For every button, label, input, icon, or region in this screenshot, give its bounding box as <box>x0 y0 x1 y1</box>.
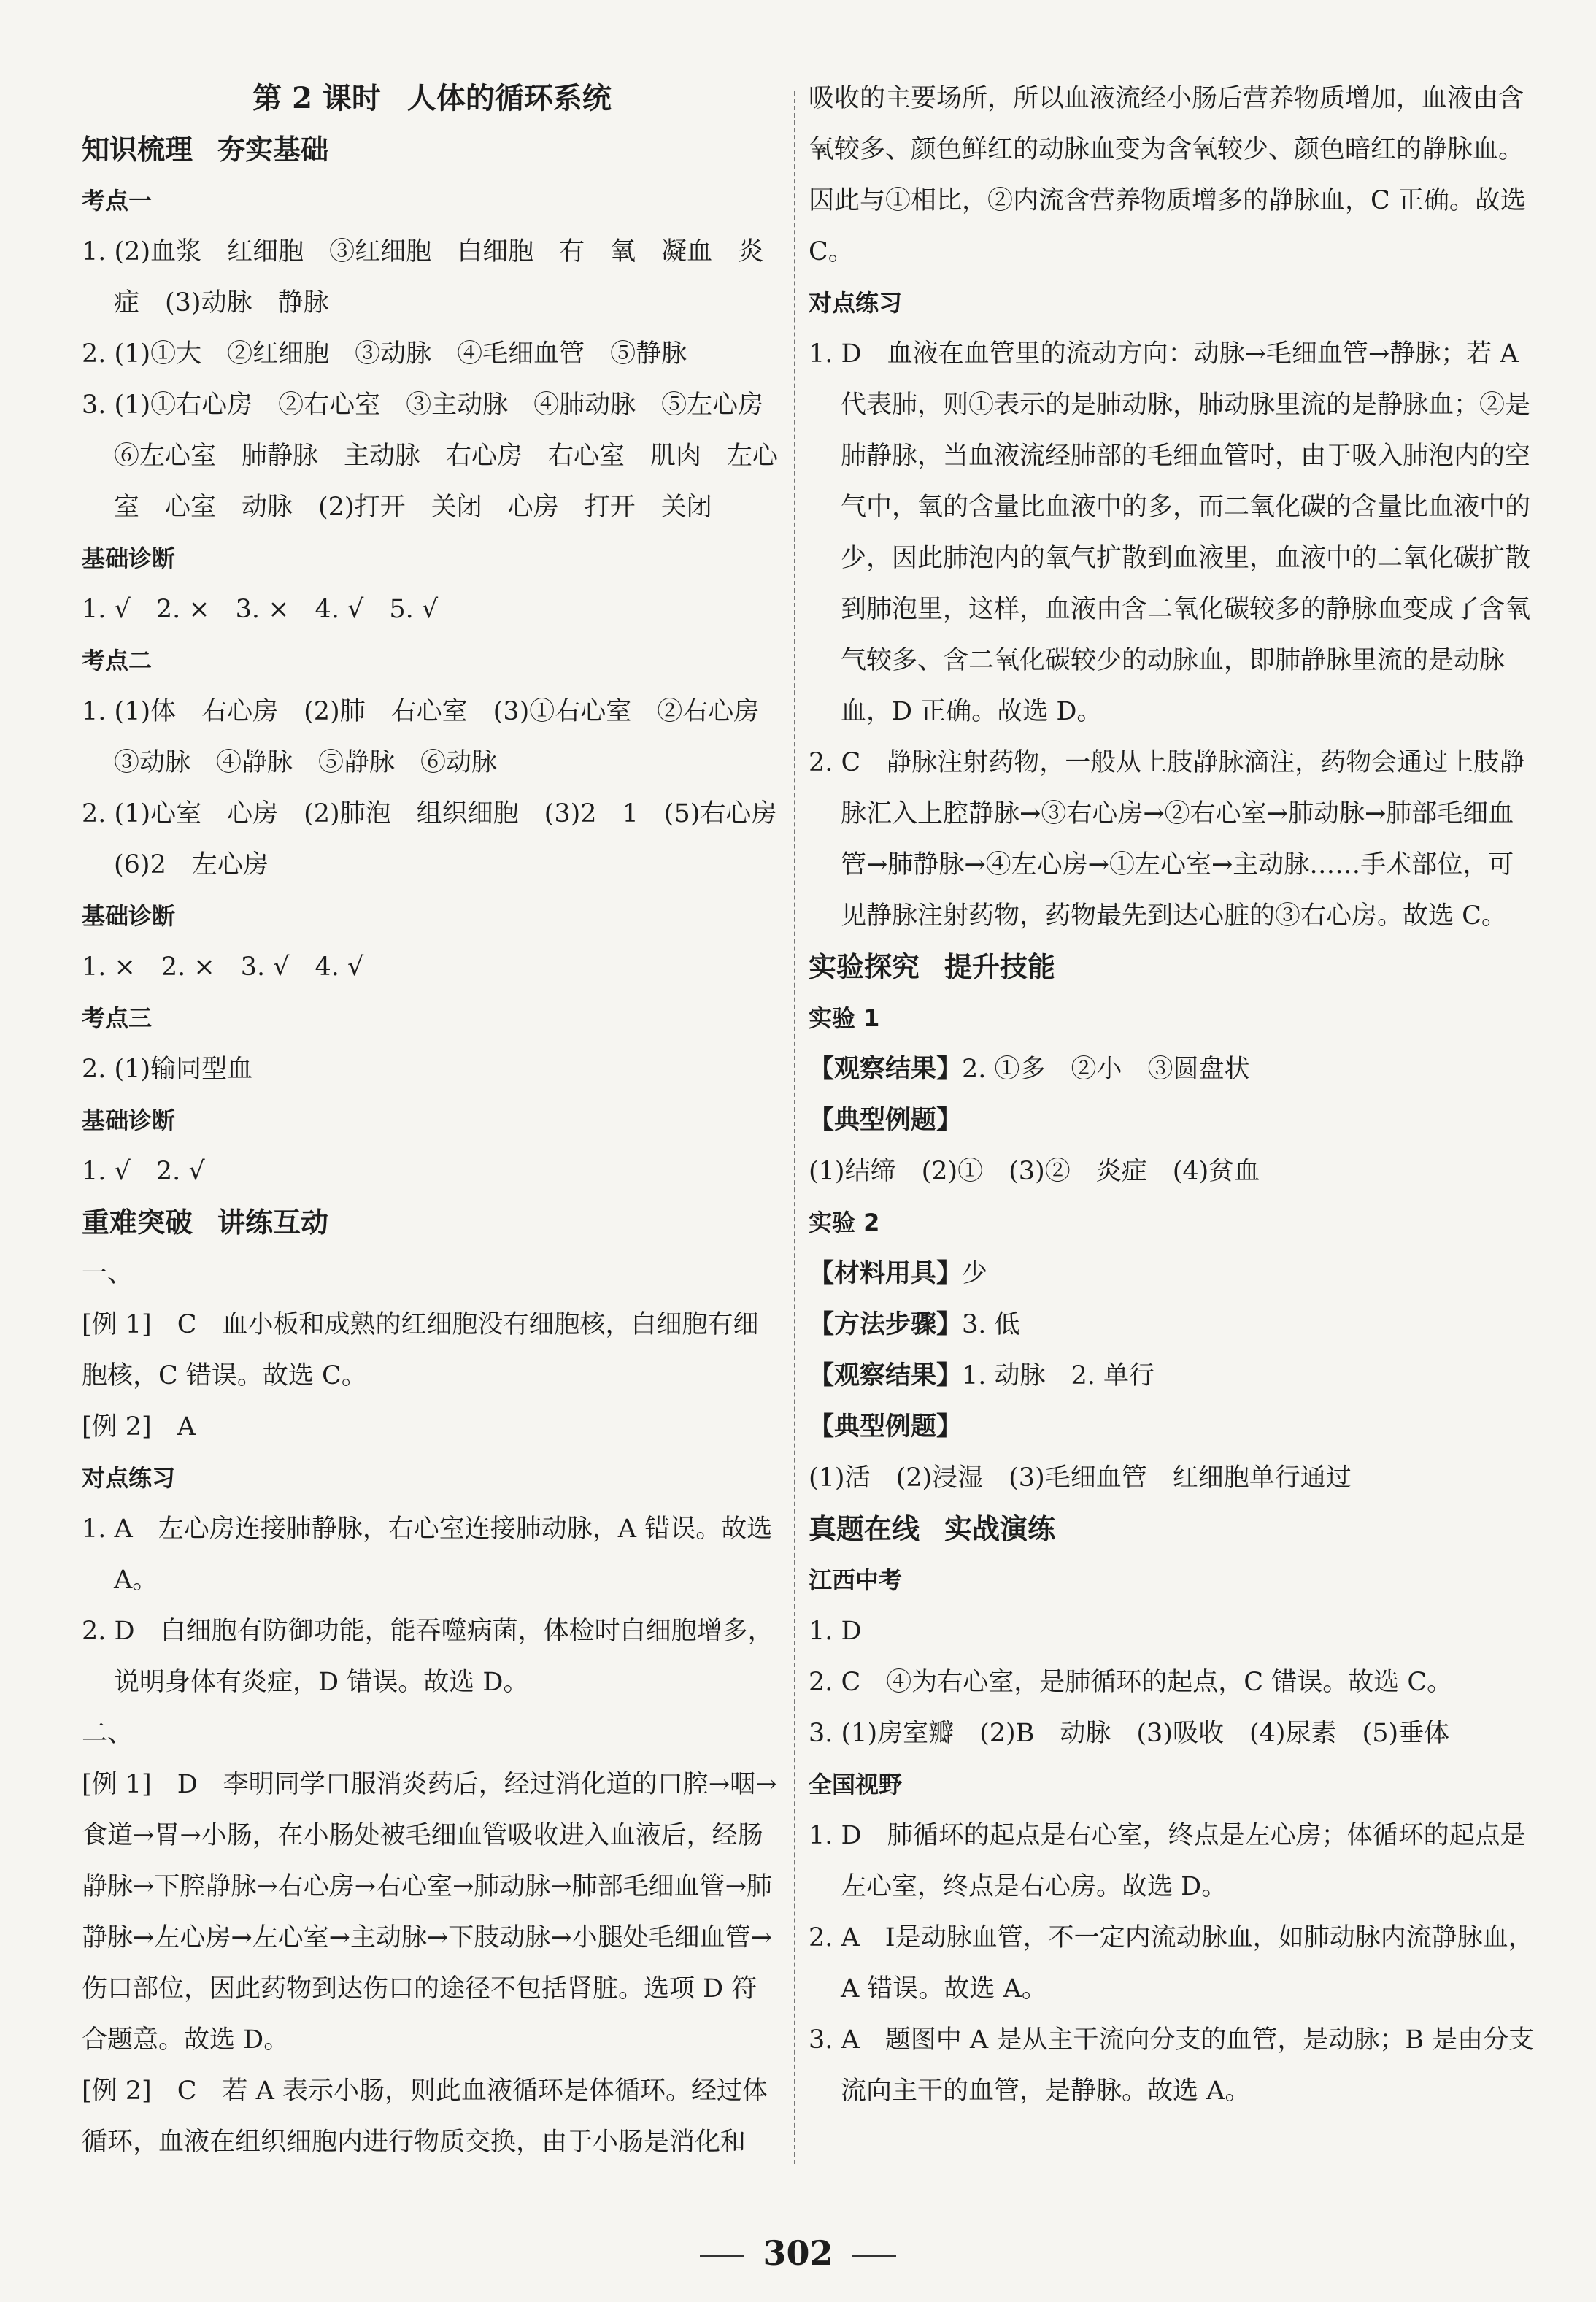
subheading: 实验 1 <box>809 1004 880 1032</box>
answer-item: 【方法步骤】3. 低 <box>809 1310 1020 1339</box>
answer-item: 1. D 血液在血管里的流动方向：动脉→毛细血管→静脉；若 A 代表肺，则①表示的是肺动脉，肺动脉里流的是静脉血；②是肺静脉，当血液流经肺部的毛细血管时，由于吸入肺泡内的空气中，氧的含量比血液中的多，而二氧化碳的含量比血液中的少，因此肺泡内的氧气扩散到血液里，血液中的二氧化碳扩散到肺泡里，这样，血液由含二氧化碳较多的静脉血变成了含氧气较多、含二氧化碳较少的动脉血，即肺静脉里流的是动脉血，D 正确。故选 D。 <box>809 339 1531 726</box>
answer-item: 2. C 静脉注射药物，一般从上肢静脉滴注，药物会通过上肢静脉汇入上腔静脉→③右心房→②右心室→肺动脉→肺部毛细血管→肺静脉→④左心房→①左心室→主动脉……手术部位，可见静脉注射药物，药物最先到达心脏的③右心房。故选 C。 <box>809 748 1525 931</box>
answer-item: 1. × 2. × 3. √ 4. √ <box>82 952 364 982</box>
answer-item: 2. (1)心室 心房 (2)肺泡 组织细胞 (3)2 1 (5)右心房 (6)2 左心房 <box>82 799 803 879</box>
subheading: 全国视野 <box>809 1771 903 1798</box>
part-label: 一、 <box>82 1259 134 1288</box>
example-item: [例 2] A <box>82 1412 196 1441</box>
subheading: 基础诊断 <box>82 902 176 930</box>
part-label: 二、 <box>82 1719 134 1748</box>
answer-item: 1. √ 2. √ <box>82 1157 205 1186</box>
bracket-label: 【典型例题】 <box>809 1106 963 1135</box>
subheading: 考点一 <box>82 187 153 215</box>
section-heading: 真题在线 实战演练 <box>809 1513 1056 1545</box>
answer-item: 1. D <box>809 1617 862 1646</box>
subheading: 实验 2 <box>809 1209 880 1236</box>
section-heading: 重难突破 讲练互动 <box>82 1206 329 1239</box>
subheading: 考点二 <box>82 647 153 674</box>
answer-item: 1. √ 2. × 3. × 4. √ 5. √ <box>82 595 439 624</box>
answer-item: 2. (1)输同型血 <box>82 1055 253 1084</box>
section-heading: 实验探究 提升技能 <box>809 951 1056 983</box>
subheading: 江西中考 <box>809 1566 903 1594</box>
subheading: 基础诊断 <box>82 544 176 572</box>
answer-item: 1. (1)体 右心房 (2)肺 右心室 (3)①右心室 ②右心房 ③动脉 ④静脉 ⑤静脉 ⑥动脉 <box>82 697 785 777</box>
subheading: 对点练习 <box>82 1464 176 1492</box>
lesson-title: 第 2 课时 人体的循环系统 <box>252 81 612 115</box>
answer-item: 【观察结果】2. ①多 ②小 ③圆盘状 <box>809 1055 1250 1084</box>
answer-item: 1. A 左心房连接肺静脉，右心室连接肺动脉，A 错误。故选 A。 <box>82 1514 773 1595</box>
section-heading: 知识梳理 夯实基础 <box>82 134 329 166</box>
left-column <box>82 73 803 2168</box>
subheading: 对点练习 <box>809 289 903 317</box>
bracket-label: 【典型例题】 <box>809 1412 963 1441</box>
answer-item: 2. C ④为右心室，是肺循环的起点，C 错误。故选 C。 <box>809 1668 1453 1697</box>
example-item: [例 1] D 李明同学口服消炎药后，经过消化道的口腔→咽→食道→胃→小肠，在小肠处被毛细血管吸收进入血液后，经肠静脉→下腔静脉→右心房→右心室→肺动脉→肺部毛细血管→肺静脉→左心房→左心室→主动脉→下肢动脉→小腿处毛细血管→伤口部位，因此药物到达伤口的途径不包括肾脏。选项 D 符合题意。故选 D。 <box>82 1770 777 2055</box>
page-number: 302 <box>0 2233 1596 2273</box>
answer-item: (1)结缔 (2)① (3)② 炎症 (4)贫血 <box>809 1157 1260 1186</box>
answer-item: 1. (2)血浆 红细胞 ③红细胞 白细胞 有 氧 凝血 炎症 (3)动脉 静脉 <box>82 237 764 317</box>
right-column <box>809 73 1535 2117</box>
example-item: [例 2] C 若 A 表示小肠，则此血液循环是体循环。经过体循环，血液在组织细胞内进行物质交换，由于小肠是消化和 <box>82 2076 768 2157</box>
column-divider <box>794 91 795 2164</box>
answer-item: 3. (1)房室瓣 (2)B 动脉 (3)吸收 (4)尿素 (5)垂体 <box>809 1719 1450 1748</box>
answer-item: 2. (1)①大 ②红细胞 ③动脉 ④毛细血管 ⑤静脉 <box>82 339 687 369</box>
example-item: [例 1] C 血小板和成熟的红细胞没有细胞核，白细胞有细胞核，C 错误。故选 C。 <box>82 1310 759 1390</box>
answer-item: 2. D 白细胞有防御功能，能吞噬病菌，体检时白细胞增多，说明身体有炎症，D 错误。故选 D。 <box>82 1617 774 1697</box>
answer-item: (1)活 (2)浸湿 (3)毛细血管 红细胞单行通过 <box>809 1463 1352 1493</box>
answer-item: 【材料用具】少 <box>809 1259 988 1288</box>
answer-item: 3. (1)①右心房 ②右心室 ③主动脉 ④肺动脉 ⑤左心房 ⑥左心室 肺静脉 主动脉 右心房 右心室 肌肉 左心室 心室 动脉 (2)打开 关闭 心房 打开 关闭 <box>82 390 790 522</box>
continued-text: 吸收的主要场所，所以血液流经小肠后营养物质增加，血液由含氧较多、颜色鲜红的动脉血变为含氧较少、颜色暗红的静脉血。因此与①相比，②内流含营养物质增多的静脉血，C 正确。故选 C。 <box>809 84 1526 266</box>
answer-item: 【观察结果】1. 动脉 2. 单行 <box>809 1361 1155 1390</box>
answer-item: 1. D 肺循环的起点是右心室，终点是左心房；体循环的起点是左心室，终点是右心房。故选 D。 <box>809 1821 1526 1901</box>
answer-item: 3. A 题图中 A 是从主干流向分支的血管，是动脉；B 是由分支流向主干的血管，是静脉。故选 A。 <box>809 2025 1535 2106</box>
subheading: 基础诊断 <box>82 1106 176 1134</box>
subheading: 考点三 <box>82 1004 153 1032</box>
answer-item: 2. A Ⅰ是动脉血管，不一定内流动脉血，如肺动脉内流静脉血，A 错误。故选 A。 <box>809 1923 1534 2003</box>
